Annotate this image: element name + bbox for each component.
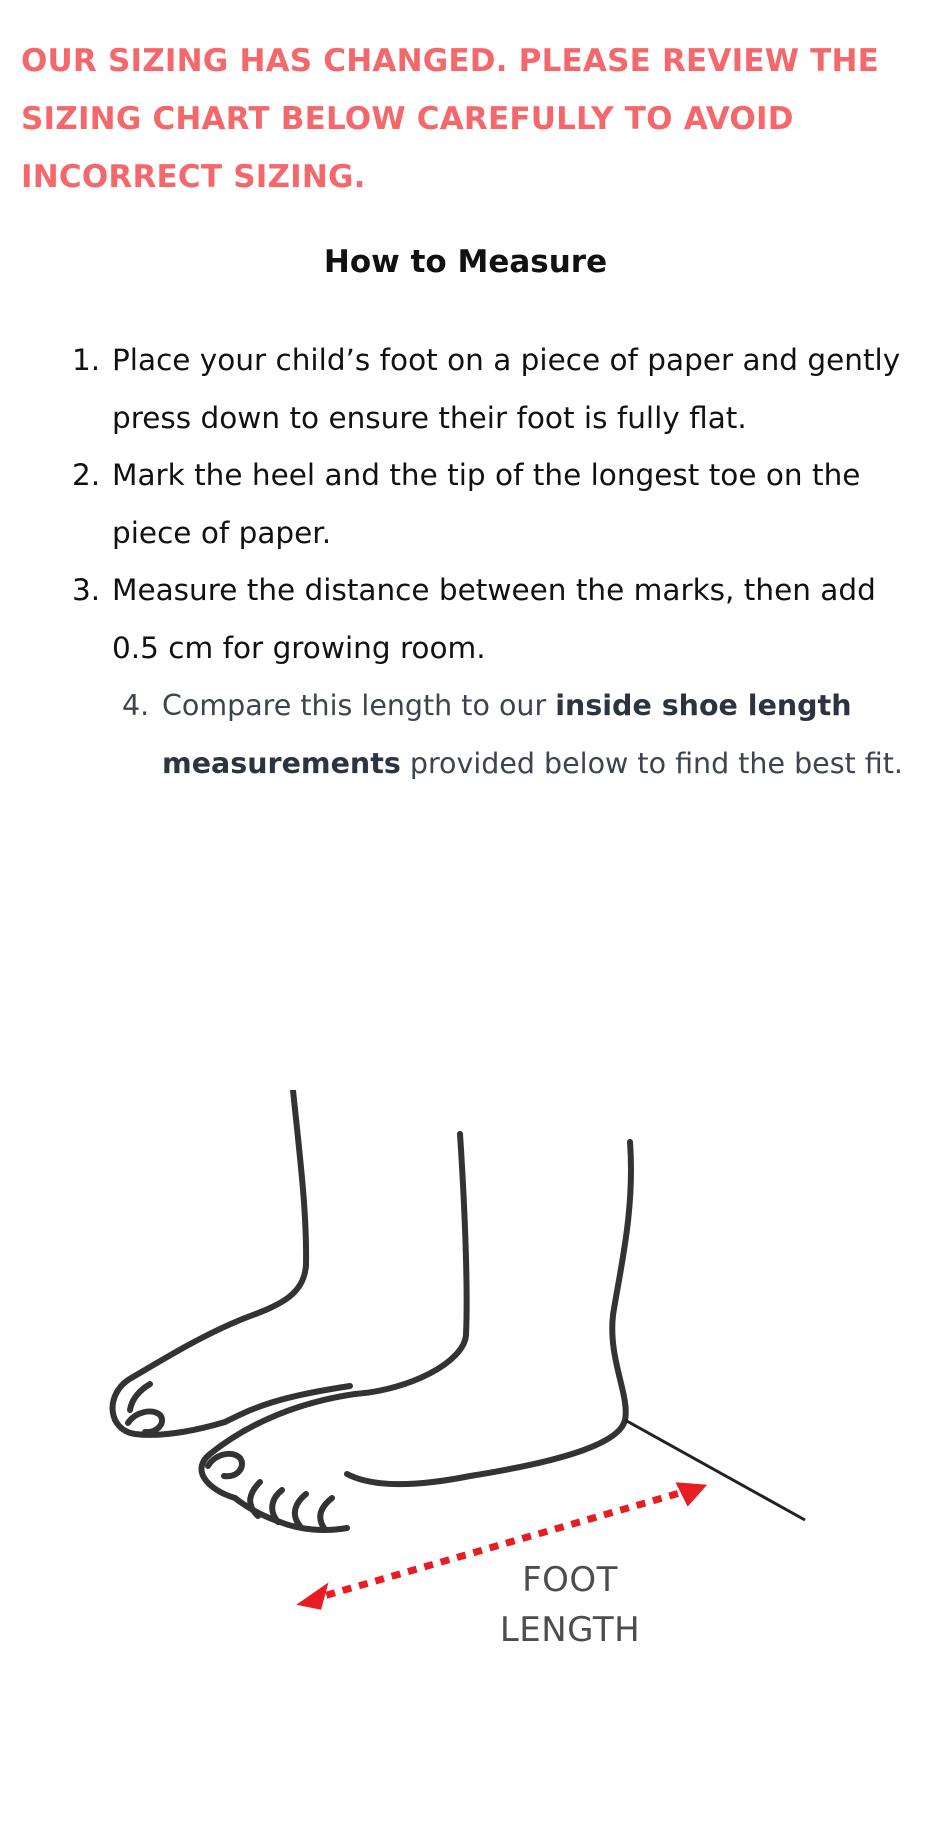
heel-marker-line bbox=[625, 1420, 805, 1520]
front-foot-toe-3 bbox=[272, 1490, 282, 1522]
arrow-head-right-icon bbox=[678, 1484, 704, 1504]
step-text-post: provided below to find the best fit. bbox=[400, 746, 903, 780]
step-text bbox=[162, 689, 903, 780]
foot-length-label-line2: LENGTH bbox=[499, 1610, 641, 1650]
step-text-pre: Compare this length to our bbox=[162, 689, 556, 722]
front-foot-instep bbox=[201, 1394, 355, 1498]
front-foot-big-toe bbox=[208, 1454, 242, 1476]
back-foot-toe-line bbox=[130, 1384, 150, 1410]
step-text: Measure the distance between the marks, then add 0.5 cm for growing room. bbox=[112, 573, 876, 665]
step-number: 4. bbox=[122, 689, 150, 722]
list-item bbox=[122, 677, 922, 792]
front-foot-leg-line bbox=[347, 1142, 631, 1484]
step-number: 3. bbox=[72, 573, 101, 607]
list-item bbox=[72, 562, 922, 677]
back-foot-leg-line bbox=[113, 1090, 307, 1435]
list-item bbox=[72, 447, 922, 562]
page-title: How to Measure bbox=[323, 244, 608, 280]
foot-length-illustration bbox=[100, 1090, 840, 1690]
inside-shoe-length-emphasis: inside shoe length measurements bbox=[162, 689, 852, 780]
back-foot-big-toe bbox=[128, 1412, 162, 1433]
front-foot-sole bbox=[280, 1522, 347, 1530]
list-item bbox=[72, 332, 922, 447]
back-foot-top-line bbox=[225, 1386, 350, 1422]
front-foot-toe-5 bbox=[320, 1498, 332, 1528]
step-text: Place your child’s foot on a piece of paper and gently press down to ensure their foot is fully flat. bbox=[112, 343, 901, 435]
step-number: 1. bbox=[72, 343, 101, 377]
foot-length-label-line1: FOOT bbox=[522, 1560, 618, 1600]
sizing-change-notice: OUR SIZING HAS CHANGED. PLEASE REVIEW THE SIZING CHART BELOW CAREFULLY TO AVOID INCORRECT SIZING. bbox=[21, 43, 879, 195]
feet-outline bbox=[113, 1090, 631, 1530]
step-text: Mark the heel and the tip of the longest toe on the piece of paper. bbox=[112, 458, 861, 550]
front-foot-toe-4 bbox=[295, 1494, 306, 1526]
arrow-head-left-icon bbox=[300, 1586, 326, 1608]
back-foot-instep bbox=[355, 1134, 467, 1394]
step-number: 2. bbox=[72, 458, 101, 492]
measure-steps-list bbox=[72, 332, 922, 792]
